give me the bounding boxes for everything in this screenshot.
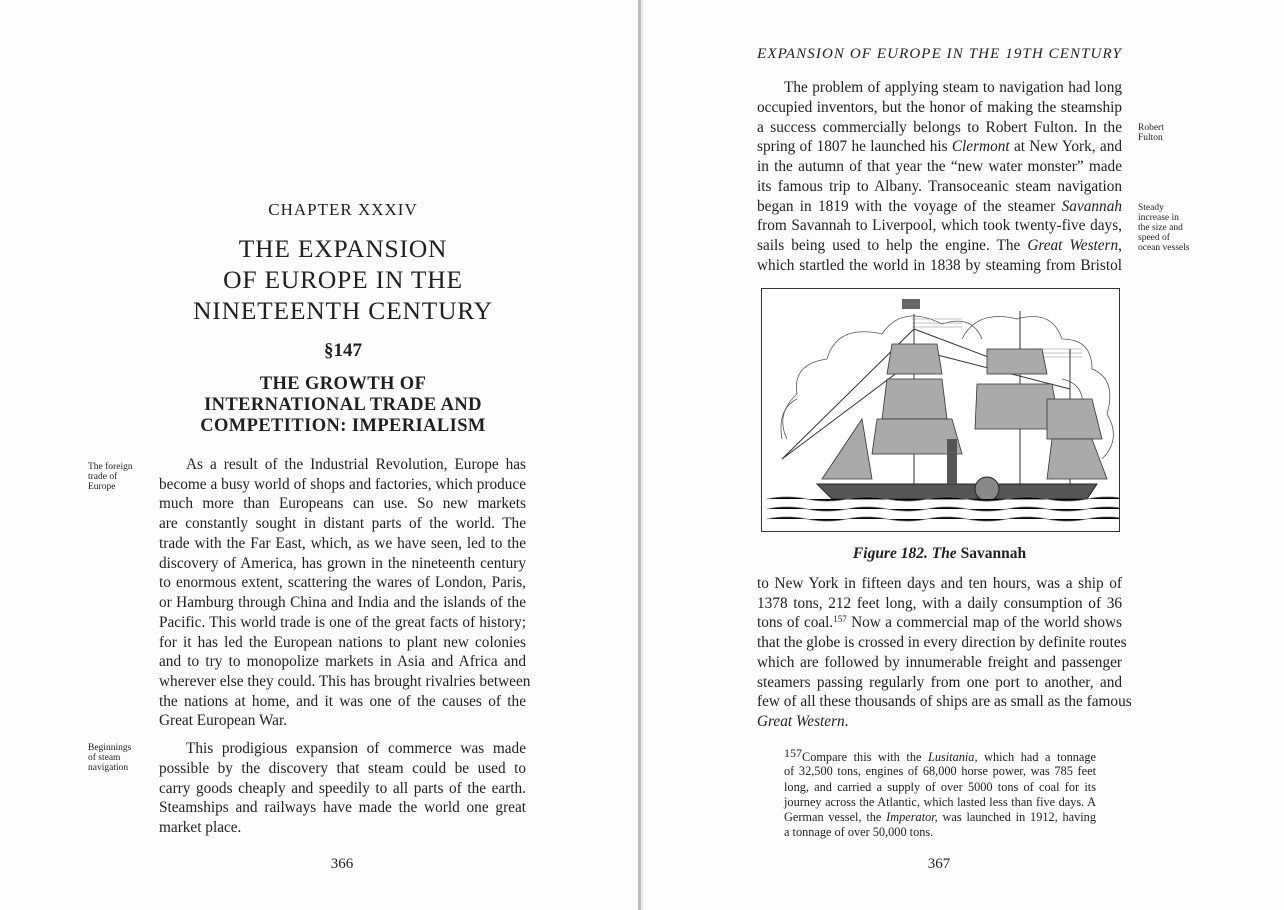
- text-line: 1378 tons, 212 feet long, with a daily consumption of 36: [757, 595, 1122, 612]
- text-line: [757, 712, 1122, 732]
- text-line: its famous trip to Albany. Transoceanic steam navigation: [757, 178, 1122, 195]
- margin-note-line: Europe: [88, 482, 116, 492]
- text-line: Pacific. This world trade is one of the great facts of history;: [159, 614, 526, 631]
- text-line: much more than Europeans can use. So new markets: [159, 495, 526, 512]
- text-line: the nations at home, and it was one of the causes of the: [159, 693, 526, 710]
- margin-note-line: of steam: [88, 753, 121, 763]
- margin-note-line: The foreign: [88, 462, 133, 472]
- section-number: §147: [324, 340, 362, 361]
- margin-note-steady-increase: [1138, 203, 1189, 253]
- footnote-number: 157: [784, 746, 802, 760]
- chapter-title-line: OF EUROPE IN THE: [223, 265, 463, 294]
- text-line: that the globe is crossed in every direction by definite routes: [757, 634, 1127, 651]
- text-line: or Hamburg through China and India and the islands of the: [159, 594, 526, 611]
- text-line: discovery of America, has grown in the nineteenth century: [159, 555, 526, 572]
- ship-name: Savannah: [1061, 198, 1122, 215]
- text-line: from Savannah to Liverpool, which took twenty-five days,: [757, 217, 1122, 234]
- text-line: [757, 137, 1122, 157]
- text-line: The problem of applying steam to navigation had long: [784, 79, 1122, 96]
- text-line: to enormous extent, scattering the wares of London, Paris,: [159, 574, 526, 591]
- text-line: in the autumn of that year the “new water monster” made: [757, 158, 1122, 175]
- margin-note-line: increase in: [1138, 213, 1179, 223]
- running-head: EXPANSION OF EUROPE IN THE 19TH CENTURY: [757, 46, 1122, 62]
- ship-name: Imperator,: [886, 810, 938, 824]
- section-title-line: INTERNATIONAL TRADE AND: [204, 395, 482, 415]
- book-spine-shadow: [641, 0, 643, 910]
- margin-note-line: the size and: [1138, 223, 1183, 233]
- text-line: This prodigious expansion of commerce was made: [186, 740, 526, 757]
- figure-caption: [757, 545, 1122, 563]
- margin-note-line: Steady: [1138, 203, 1164, 213]
- footnote-reference[interactable]: 157: [833, 614, 847, 624]
- text-run: .: [844, 713, 849, 730]
- chapter-title-line: THE EXPANSION: [238, 234, 448, 263]
- footnote-line: [784, 810, 1096, 825]
- section-title: [150, 374, 536, 437]
- ship-name: Great Western: [1027, 237, 1119, 254]
- footnote-line: of 32,500 tons, engines of 68,000 horse power, was 785 feet: [784, 764, 1096, 778]
- text-run: was launched in 1912, having: [937, 810, 1096, 824]
- text-run: tons of coal.: [757, 614, 834, 631]
- figure-savannah-illustration: [761, 288, 1120, 532]
- chapter-label: CHAPTER XXXIV: [268, 200, 418, 219]
- text-run: spring of 1807 he launched his: [757, 138, 952, 155]
- figure-caption-ship-name: Savannah: [960, 545, 1027, 562]
- chapter-title-line: NINETEENTH CENTURY: [193, 296, 493, 325]
- text-line: possible by the discovery that steam could be used to: [159, 760, 526, 777]
- margin-note-line: Fulton: [1138, 133, 1163, 143]
- footnote-line: a tonnage of over 50,000 tons.: [784, 825, 934, 839]
- margin-note-line: ocean vessels: [1138, 243, 1190, 253]
- flag-icon: [902, 299, 920, 309]
- text-line: trade with the Far East, which, as we have seen, led to the: [159, 535, 526, 552]
- text-line: become a busy world of shops and factories, which produce: [159, 476, 526, 493]
- page-number: 367: [927, 856, 951, 872]
- footnote-line: long, and carried a supply of over 5000 tons of coal for its: [784, 780, 1096, 794]
- margin-note-line: Beginnings: [88, 743, 132, 753]
- text-line: few of all these thousands of ships are as small as the famous: [757, 693, 1132, 710]
- section-title-line: THE GROWTH OF: [259, 374, 427, 394]
- text-line: Great European War.: [159, 712, 288, 729]
- text-line: which are followed by innumerable freight and passenger: [757, 654, 1122, 671]
- text-line: [757, 613, 1122, 633]
- figure-caption-label: Figure 182. The: [852, 545, 957, 562]
- text-line: [757, 236, 1122, 256]
- ship-name: Clermont: [951, 138, 1010, 155]
- text-run: sails being used to help the engine. The: [757, 237, 1028, 254]
- text-run: began in 1819 with the voyage of the steamer: [757, 198, 1062, 215]
- text-run: ,: [1118, 237, 1122, 254]
- text-line: for it has led the European nations to plant new colonies: [159, 634, 526, 651]
- text-line: and to try to monopolize markets in Asia and Africa and: [159, 653, 526, 670]
- footnote-line: [784, 746, 1096, 765]
- text-line: are constantly sought in distant parts of the world. The: [159, 515, 526, 532]
- text-line: wherever else they could. This has brought rivalries between: [159, 673, 531, 690]
- footnote-line: journey across the Atlantic, which lasted less than five days. A: [784, 795, 1096, 809]
- margin-note-line: navigation: [88, 763, 129, 773]
- text-line: to New York in fifteen days and ten hours, was a ship of: [757, 575, 1122, 592]
- text-line: steamers passing regularly from one port to another, and: [757, 674, 1122, 691]
- ship-engraving-icon: [762, 289, 1119, 531]
- text-run: which had a tonnage: [977, 750, 1096, 764]
- text-line: [757, 197, 1122, 217]
- text-line: which startled the world in 1838 by steaming from Bristol: [757, 257, 1122, 274]
- text-line: a success commercially belongs to Robert Fulton. In the: [757, 119, 1122, 136]
- text-line: Steamships and railways have made the world one great: [159, 799, 526, 816]
- margin-note-robert-fulton: [1138, 123, 1164, 143]
- section-title-line: COMPETITION: IMPERIALISM: [200, 416, 486, 436]
- margin-note-line: trade of: [88, 472, 118, 482]
- margin-note-line: speed of: [1138, 233, 1170, 243]
- margin-note-steam-navigation: [88, 743, 131, 773]
- text-line: carry goods cheaply and speedily to all parts of the earth.: [159, 780, 526, 797]
- text-line: As a result of the Industrial Revolution, Europe has: [186, 456, 526, 473]
- left-page: [0, 0, 638, 910]
- page-number: 366: [330, 856, 354, 872]
- chapter-title: [150, 233, 536, 326]
- text-line: occupied inventors, but the honor of making the steamship: [757, 99, 1122, 116]
- text-run: at New York, and: [1009, 138, 1123, 155]
- ship-name: Great Western: [757, 713, 845, 730]
- margin-note-line: Robert: [1138, 123, 1164, 133]
- ship-name: Lusitania,: [927, 750, 978, 764]
- text-run: German vessel, the: [784, 810, 887, 824]
- text-run: Compare this with the: [802, 750, 928, 764]
- margin-note-foreign-trade: [88, 462, 133, 492]
- text-line: market place.: [159, 819, 242, 836]
- text-run: Now a commercial map of the world shows: [846, 614, 1122, 631]
